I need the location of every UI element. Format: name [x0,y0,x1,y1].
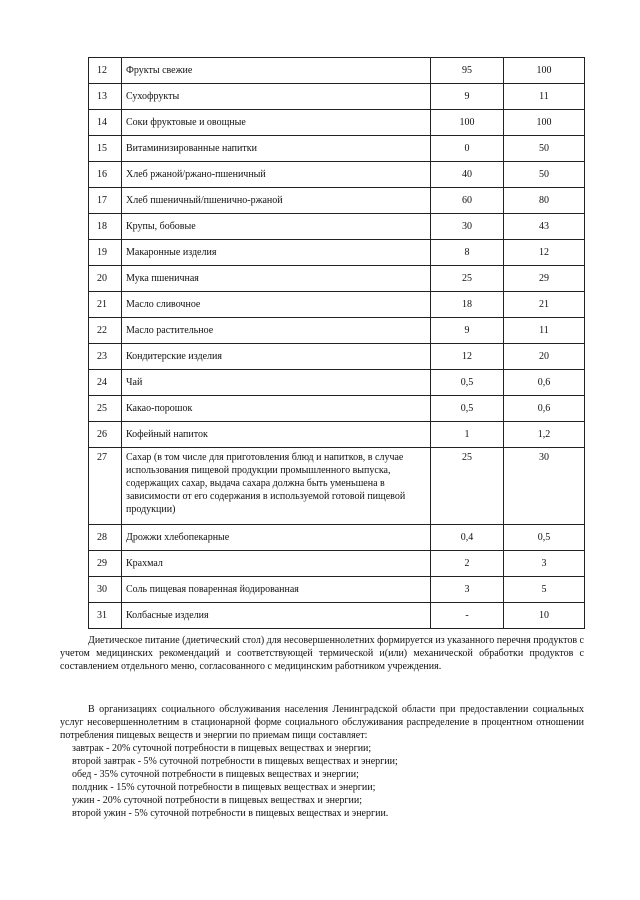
product-name-cell: Хлеб пшеничный/пшенично-ржаной [122,188,431,214]
row-number-cell: 23 [89,344,122,370]
table-row [89,525,585,551]
table-row [89,603,585,629]
norm-value-cell: 95 [431,58,504,84]
meal-distribution-block [60,703,584,820]
row-number-cell: 31 [89,603,122,629]
norm-value-alt-cell: 0,6 [504,370,585,396]
table-row [89,422,585,448]
row-number-cell: 22 [89,318,122,344]
table-row [89,266,585,292]
row-number-cell: 18 [89,214,122,240]
meal-item-afternoon-snack: полдник - 15% суточной потребности в пищевых веществах и энергии; [72,782,376,793]
norm-value-cell: 0,5 [431,370,504,396]
norm-value-alt-cell: 29 [504,266,585,292]
product-name-cell: Дрожжи хлебопекарные [122,525,431,551]
norm-value-alt-cell: 11 [504,84,585,110]
table-row [89,318,585,344]
diet-paragraph: Диетическое питание (диетический стол) для несовершеннолетних формируется из указанного перечня продуктов с учетом медицинских рекомендаций и соответствующей термической и(или) механической обработки продуктов с составлением отдельного меню, согласованного с медицинским работником учреждения. [60,635,584,672]
table-row [89,292,585,318]
norm-value-alt-cell: 21 [504,292,585,318]
row-number-cell: 14 [89,110,122,136]
table-row [89,110,585,136]
meal-distribution-paragraph: В организациях социального обслуживания населения Ленинградской области при предоставлении социальных услуг несовершеннолетним в стационарной форме социального обслуживания распределение в процентном отношении потребления пищевых веществ и энергии по приемам пищи составляет: [60,704,584,741]
norm-value-cell: 3 [431,577,504,603]
product-name-cell: Кофейный напиток [122,422,431,448]
norm-value-cell: 30 [431,214,504,240]
norm-value-cell: 0 [431,136,504,162]
product-name-cell: Крахмал [122,551,431,577]
table-row [89,396,585,422]
norm-value-cell: 18 [431,292,504,318]
norm-value-cell: 40 [431,162,504,188]
row-number-cell: 21 [89,292,122,318]
product-name-cell: Витаминизированные напитки [122,136,431,162]
row-number-cell: 25 [89,396,122,422]
product-name-cell: Соки фруктовые и овощные [122,110,431,136]
norm-value-alt-cell: 43 [504,214,585,240]
norm-value-cell: 1 [431,422,504,448]
table-row [89,551,585,577]
norm-value-cell: 0,5 [431,396,504,422]
norm-value-alt-cell: 1,2 [504,422,585,448]
norm-value-alt-cell: 0,5 [504,525,585,551]
product-name-cell: Кондитерские изделия [122,344,431,370]
row-number-cell: 16 [89,162,122,188]
norm-value-alt-cell: 20 [504,344,585,370]
diet-paragraph-block [60,634,584,673]
row-number-cell: 30 [89,577,122,603]
product-name-cell: Мука пшеничная [122,266,431,292]
meal-item-second-dinner: второй ужин - 5% суточной потребности в пищевых веществах и энергии. [72,808,389,819]
row-number-cell: 29 [89,551,122,577]
norm-value-cell: 25 [431,266,504,292]
product-name-cell: Хлеб ржаной/ржано-пшеничный [122,162,431,188]
norm-value-alt-cell: 50 [504,136,585,162]
norm-value-cell: 25 [431,448,504,525]
norm-value-cell: 9 [431,84,504,110]
row-number-cell: 17 [89,188,122,214]
norm-value-alt-cell: 11 [504,318,585,344]
row-number-cell: 13 [89,84,122,110]
norm-value-cell: - [431,603,504,629]
food-norms-table-body [89,58,585,629]
table-row [89,240,585,266]
norm-value-alt-cell: 100 [504,110,585,136]
meal-item-second-breakfast: второй завтрак - 5% суточной потребности в пищевых веществах и энергии; [72,756,398,767]
product-name-cell: Колбасные изделия [122,603,431,629]
table-row [89,214,585,240]
meal-item-breakfast: завтрак - 20% суточной потребности в пищевых веществах и энергии; [72,743,372,754]
norm-value-alt-cell: 100 [504,58,585,84]
table-row [89,188,585,214]
norm-value-alt-cell: 30 [504,448,585,525]
row-number-cell: 28 [89,525,122,551]
table-row [89,136,585,162]
norm-value-cell: 2 [431,551,504,577]
row-number-cell: 27 [89,448,122,525]
product-name-cell: Масло сливочное [122,292,431,318]
meal-item-lunch: обед - 35% суточной потребности в пищевых веществах и энергии; [72,769,359,780]
table-row [89,162,585,188]
product-name-cell: Сухофрукты [122,84,431,110]
row-number-cell: 26 [89,422,122,448]
row-number-cell: 19 [89,240,122,266]
norm-value-alt-cell: 0,6 [504,396,585,422]
norm-value-alt-cell: 12 [504,240,585,266]
norm-value-cell: 60 [431,188,504,214]
row-number-cell: 12 [89,58,122,84]
norm-value-alt-cell: 80 [504,188,585,214]
row-number-cell: 20 [89,266,122,292]
row-number-cell: 24 [89,370,122,396]
norm-value-cell: 8 [431,240,504,266]
row-number-cell: 15 [89,136,122,162]
food-norms-table [88,57,585,629]
product-name-cell: Какао-порошок [122,396,431,422]
norm-value-cell: 0,4 [431,525,504,551]
product-name-cell: Чай [122,370,431,396]
norm-value-alt-cell: 5 [504,577,585,603]
table-row [89,448,585,525]
product-name-cell: Масло растительное [122,318,431,344]
product-name-cell: Крупы, бобовые [122,214,431,240]
product-name-cell: Сахар (в том числе для приготовления блюд и напитков, в случае использования пищевой продукции промышленного выпуска, содержащих сахар, выдача сахара должна быть уменьшена в зависимости от его содержания в используемой готовой пищевой продукции) [122,448,431,525]
norm-value-cell: 9 [431,318,504,344]
table-row [89,344,585,370]
product-name-cell: Макаронные изделия [122,240,431,266]
table-row [89,58,585,84]
product-name-cell: Соль пищевая поваренная йодированная [122,577,431,603]
norm-value-alt-cell: 50 [504,162,585,188]
table-row [89,577,585,603]
norm-value-cell: 12 [431,344,504,370]
meal-item-dinner: ужин - 20% суточной потребности в пищевых веществах и энергии; [72,795,363,806]
norm-value-alt-cell: 3 [504,551,585,577]
table-row [89,370,585,396]
table-row [89,84,585,110]
norm-value-alt-cell: 10 [504,603,585,629]
norm-value-cell: 100 [431,110,504,136]
product-name-cell: Фрукты свежие [122,58,431,84]
